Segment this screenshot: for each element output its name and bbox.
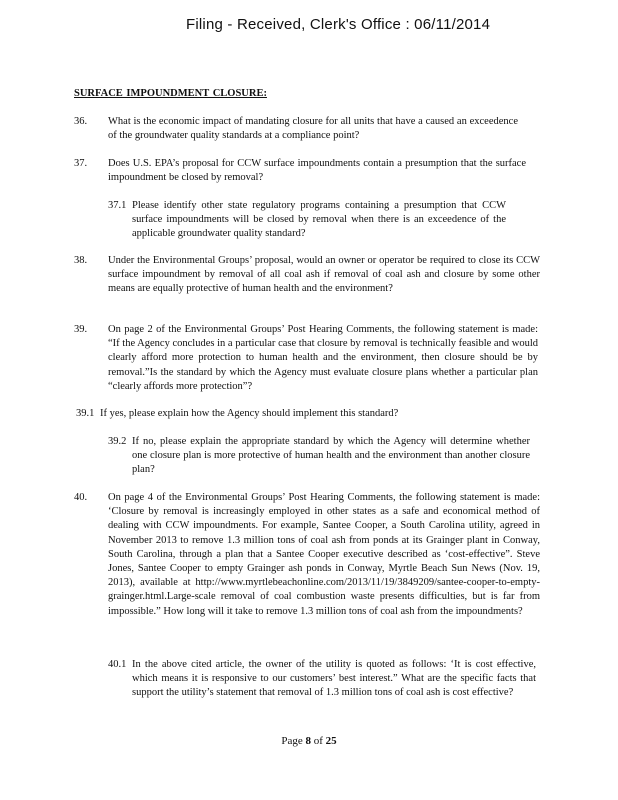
total-pages: 25 bbox=[325, 735, 337, 747]
of-label: of bbox=[313, 735, 323, 747]
question-text: If yes, please explain how the Agency should implement this standard? bbox=[100, 408, 399, 419]
question-text: What is the economic impact of mandating closure for all units that have a caused an exceedence of the groundwater quality standards at a compliance point? bbox=[108, 116, 518, 142]
question-number: 40. bbox=[74, 492, 88, 503]
question-text: In the above cited article, the owner of the utility is quoted as follows: ‘It is cost effective, which means it is responsive to our customers’ best interest.” What are the specific facts that support the utility’s statement that removal of 1.3 million tons of coal ash is cost effective? bbox=[132, 659, 536, 699]
question-text: Under the Environmental Groups’ proposal, would an owner or operator be required to close its CCW surface impoundment by removal of all coal ash if removal of coal ash and closure by some other means are equally protective of human health and the environment? bbox=[108, 255, 540, 295]
question-text: On page 4 of the Environmental Groups’ Post Hearing Comments, the following statement is made: ‘Closure by removal is increasingly employed in other states as a safe and economical method of dealing with CCW impoundments. For example, Santee Cooper, a South Carolina utility, agreed in November 2013 to remove 1.3 million tons of coal ash from ponds at its Grainger plant in Conway, South Carolina, through a plan that a Santee Cooper executive described as ‘cost-effective”. Steve Jones, Santee Cooper to empty Grainger ash ponds in Conway, Myrtle Beach Sun News (Nov. 19, 2013), available at http://www.myrtlebeachonline.com/2013/11/19/3849209/santee-cooper-to-empty-grainger.html.Large-scale removal of coal combustion waste presents difficulties, but is far from impossible.” How long will it take to remove 1.3 million tons of coal ash from the impoundments? bbox=[108, 492, 540, 617]
page-footer bbox=[0, 735, 618, 747]
question-number: 37.1 bbox=[108, 200, 127, 211]
page-number: 8 bbox=[305, 735, 311, 747]
question-text: On page 2 of the Environmental Groups’ Post Hearing Comments, the following statement is made: “If the Agency concludes in a particular case that closure by removal is technically feasible and would clearly afford more protection to human health and the environment, then closure should be by removal.”Is the standard by which the Agency must evaluate closure plans whether a particular plan “clearly affords more protection”? bbox=[108, 324, 538, 392]
question-number: 36. bbox=[74, 116, 88, 127]
question-number: 37. bbox=[74, 158, 88, 169]
question-number: 40.1 bbox=[108, 659, 127, 670]
question-text: If no, please explain the appropriate standard by which the Agency will determine whether one closure plan is more protective of human health and the environment than another closure plan? bbox=[132, 436, 530, 476]
question-text: Please identify other state regulatory programs containing a presumption that CCW surface impoundments will be closed by removal when there is an exceedence of the applicable groundwater quality standard? bbox=[132, 200, 506, 240]
question-number: 38. bbox=[74, 255, 88, 266]
question-number: 39. bbox=[74, 324, 88, 335]
question-number: 39.2 bbox=[108, 436, 127, 447]
filing-stamp: Filing - Received, Clerk's Office : 06/11/2014 bbox=[186, 16, 491, 33]
question-text: Does U.S. EPA’s proposal for CCW surface impoundments contain a presumption that the surface impoundment be closed by removal? bbox=[108, 158, 526, 184]
question-number: 39.1 bbox=[76, 408, 95, 419]
section-title: SURFACE IMPOUNDMENT CLOSURE: bbox=[74, 88, 267, 99]
page-label: Page bbox=[281, 735, 303, 747]
